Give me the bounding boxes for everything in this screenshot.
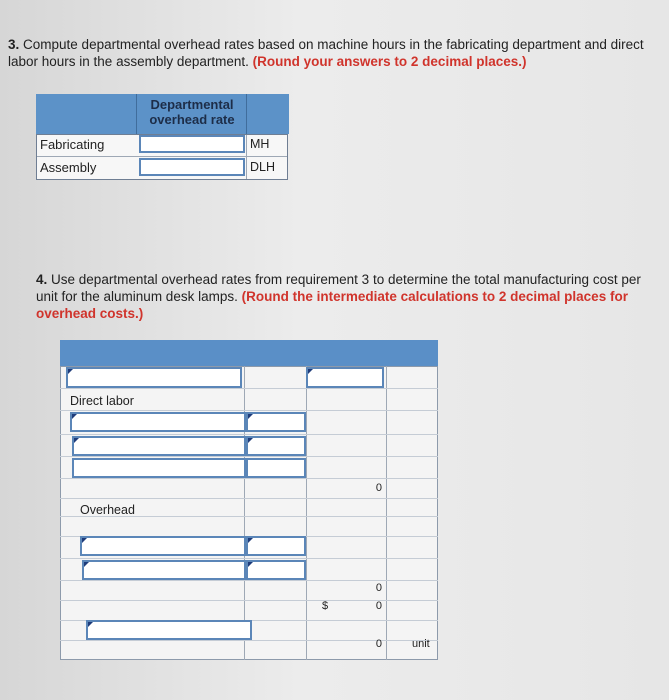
assembly-unit: DLH: [250, 160, 276, 174]
row-divider: [60, 498, 438, 499]
column-divider: [246, 134, 247, 156]
overhead-label: Overhead: [80, 503, 135, 517]
table-header-blank: [36, 94, 136, 134]
direct-labor-hours-input[interactable]: [246, 412, 306, 432]
question-4: [36, 271, 646, 322]
total-cost: 0: [375, 600, 382, 612]
table-header-unit: [246, 94, 289, 134]
overhead-department-input[interactable]: [82, 560, 246, 580]
cost-per-unit-label-input[interactable]: [86, 620, 252, 640]
direct-labor-total: 0: [375, 482, 382, 494]
assembly-rate-input[interactable]: [139, 158, 245, 176]
row-divider: [60, 434, 438, 435]
fabricating-label: Fabricating: [40, 137, 105, 152]
flag-icon: [88, 622, 93, 627]
question-3: [8, 36, 658, 70]
direct-labor-department-input[interactable]: [72, 436, 246, 456]
row-divider: [60, 456, 438, 457]
table-row-assembly: [36, 157, 288, 180]
final-total: 0: [375, 638, 382, 650]
currency-symbol: $: [322, 600, 329, 612]
row-divider: [60, 388, 438, 389]
unit-label: unit: [412, 638, 430, 650]
table-row-fabricating: [36, 134, 288, 157]
column-divider: [246, 157, 247, 179]
flag-icon: [68, 369, 73, 374]
question-4-instruction: (Round the intermediate calculations to 2 decimal places for overhead costs.): [36, 289, 628, 321]
question-3-text: Compute departmental overhead rates based on machine hours in the fabricating department and direct labor hours in the assembly department.: [8, 37, 644, 69]
table-header: [60, 340, 438, 366]
question-3-number: 3.: [8, 37, 20, 52]
row-divider: [60, 558, 438, 559]
direct-labor-hours-input[interactable]: [246, 458, 306, 478]
cost-item-input[interactable]: [66, 367, 242, 388]
flag-icon: [72, 414, 77, 419]
direct-labor-label: Direct labor: [70, 394, 134, 408]
manufacturing-cost-table: [60, 340, 438, 660]
row-divider: [60, 410, 438, 411]
direct-labor-department-input[interactable]: [72, 458, 246, 478]
amount-input[interactable]: [306, 367, 384, 388]
flag-icon: [84, 562, 89, 567]
flag-icon: [248, 438, 253, 443]
question-4-number: 4.: [36, 272, 48, 287]
flag-icon: [74, 438, 79, 443]
overhead-rate-input[interactable]: [246, 560, 306, 580]
question-4-text: Use departmental overhead rates from requirement 3 to determine the total manufacturing cost per unit for the aluminum desk lamps.: [36, 272, 641, 304]
flag-icon: [308, 369, 313, 374]
row-divider: [60, 478, 438, 479]
assembly-label: Assembly: [40, 160, 97, 175]
overhead-rate-input[interactable]: [246, 536, 306, 556]
overhead-rate-table: [36, 94, 288, 182]
overhead-department-input[interactable]: [80, 536, 246, 556]
question-3-instruction: (Round your answers to 2 decimal places.): [252, 54, 527, 69]
fabricating-unit: MH: [250, 137, 270, 151]
overhead-total: 0: [375, 582, 382, 594]
table-header: [136, 94, 247, 134]
flag-icon: [248, 538, 253, 543]
direct-labor-department-input[interactable]: [70, 412, 246, 432]
flag-icon: [248, 414, 253, 419]
row-divider: [60, 580, 438, 581]
flag-icon: [82, 538, 87, 543]
direct-labor-hours-input[interactable]: [246, 436, 306, 456]
departmental-overhead-rate-header: Departmental overhead rate: [149, 97, 235, 127]
fabricating-rate-input[interactable]: [139, 135, 245, 153]
flag-icon: [248, 562, 253, 567]
